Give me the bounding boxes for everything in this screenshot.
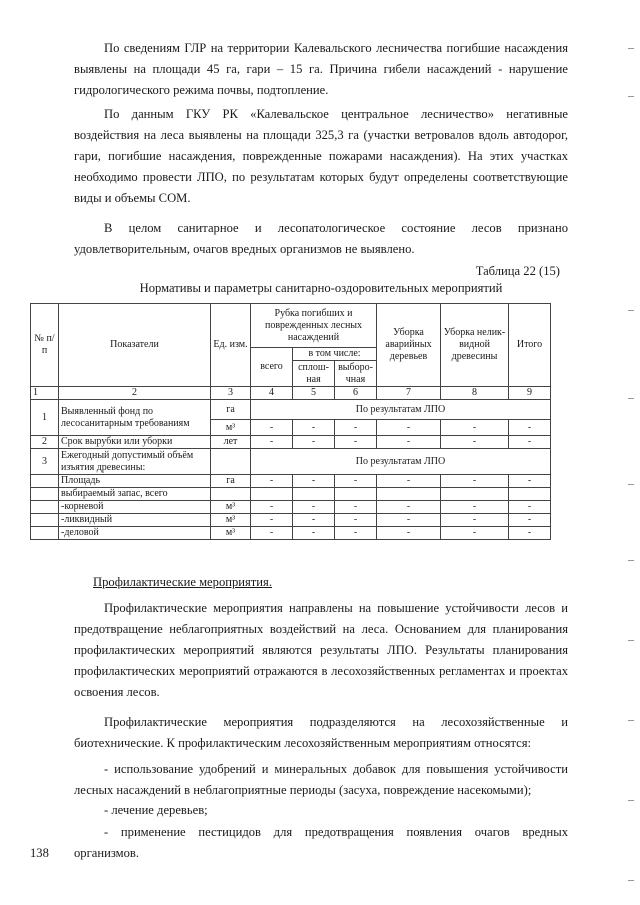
col-number: 8 (441, 387, 509, 400)
row-label: выбираемый запас, всего (59, 488, 211, 501)
header-cleanup-nonliquid: Уборка нелик-видной древесины (441, 304, 509, 387)
dash-cell: - (293, 475, 335, 488)
dash-cell: - (335, 475, 377, 488)
empty-cell (441, 488, 509, 501)
row-num (31, 501, 59, 514)
list-item: - применение пестицидов для предотвращения появления очагов вредных организмов. (74, 825, 568, 860)
dash-cell: - (293, 514, 335, 527)
scan-edge-mark (628, 560, 634, 561)
table-number: Таблица 22 (15) (475, 264, 560, 278)
col-number: 2 (59, 387, 211, 400)
header-cleanup-emergency: Уборка аварийных деревьев (377, 304, 441, 387)
row-unit: м³ (211, 514, 251, 527)
list-item: - лечение деревьев; (104, 803, 208, 817)
row-unit (211, 488, 251, 501)
col-number: 5 (293, 387, 335, 400)
lpo-result-cell: По результатам ЛПО (251, 400, 551, 420)
col-number: 6 (335, 387, 377, 400)
scan-edge-mark (628, 96, 634, 97)
col-number: 3 (211, 387, 251, 400)
dash-cell: - (441, 420, 509, 436)
scan-edge-mark (628, 720, 634, 721)
dash-cell: - (509, 514, 551, 527)
lpo-result-cell: По результатам ЛПО (251, 449, 551, 475)
row-unit (211, 449, 251, 475)
col-number: 7 (377, 387, 441, 400)
empty-cell (335, 488, 377, 501)
scan-edge-mark (628, 880, 634, 881)
dash-cell: - (441, 436, 509, 449)
row-label: -деловой (59, 527, 211, 540)
row-num: 2 (31, 436, 59, 449)
header-clear: сплош-ная (293, 361, 335, 387)
row-num (31, 475, 59, 488)
empty-cell (509, 488, 551, 501)
row-label: -ликвидный (59, 514, 211, 527)
row-label: Срок вырубки или уборки (59, 436, 211, 449)
section-title: Профилактические мероприятия. (93, 575, 272, 589)
row-num (31, 514, 59, 527)
row-label: -корневой (59, 501, 211, 514)
dash-cell: - (377, 514, 441, 527)
header-felling: Рубка погибших и поврежденных лесных насаждений (251, 304, 377, 348)
dash-cell: - (251, 436, 293, 449)
scan-edge-mark (628, 398, 634, 399)
scan-edge-mark (628, 484, 634, 485)
header-including: в том числе: (293, 348, 377, 361)
empty-cell (293, 488, 335, 501)
header-indicators: Показатели (59, 304, 211, 387)
paragraph-dead-stands: По сведениям ГЛР на территории Калевальского лесничества погибшие насаждения выявлены на площади 45 га, гари – 15 га. Причина гибели насаждений - нарушение гидрологического режима почвы, подтопление. (74, 41, 568, 97)
dash-cell: - (377, 475, 441, 488)
dash-cell: - (509, 527, 551, 540)
dash-cell: - (441, 475, 509, 488)
row-unit: м³ (211, 420, 251, 436)
paragraph-overall-state: В целом санитарное и лесопатологическое состояние лесов признано удовлетворительным, очагов вредных организмов не выявлено. (74, 221, 568, 256)
dash-cell: - (509, 501, 551, 514)
dash-cell: - (251, 514, 293, 527)
dash-cell: - (293, 501, 335, 514)
dash-cell: - (377, 501, 441, 514)
dash-cell: - (509, 475, 551, 488)
dash-cell: - (441, 527, 509, 540)
empty-cell (251, 488, 293, 501)
header-total-sum: Итого (509, 304, 551, 387)
row-num: 3 (31, 449, 59, 475)
dash-cell: - (335, 527, 377, 540)
row-label: Выявленный фонд по лесосанитарным требованиям (59, 400, 211, 436)
paragraph-prophylactic-types: Профилактические мероприятия подразделяются на лесохозяйственные и биотехнические. К профилактическим лесохозяйственным мероприятиям относятся: (74, 715, 568, 750)
dash-cell: - (251, 420, 293, 436)
dash-cell: - (509, 420, 551, 436)
col-number: 4 (251, 387, 293, 400)
col-number: 1 (31, 387, 59, 400)
header-unit: Ед. изм. (211, 304, 251, 387)
row-label: Ежегодный допустимый объём изъятия древесины: (59, 449, 211, 475)
row-unit: лет (211, 436, 251, 449)
dash-cell: - (293, 436, 335, 449)
dash-cell: - (335, 420, 377, 436)
dash-cell: - (377, 436, 441, 449)
dash-cell: - (377, 527, 441, 540)
dash-cell: - (251, 475, 293, 488)
row-unit: га (211, 400, 251, 420)
paragraph-negative-impacts: По данным ГКУ РК «Калевальское центральное лесничество» негативные воздействия на леса выявлены на площади 325,3 га (участки ветровалов вдоль автодорог, гари, погибшие насаждения, поврежденные пожарами насаждения). На этих участках необходимо провести ЛПО, по результатам которых будут определены соответствующие виды и объемы СОМ. (74, 107, 568, 205)
dash-cell: - (293, 527, 335, 540)
dash-cell: - (251, 501, 293, 514)
row-num: 1 (31, 400, 59, 436)
scan-edge-mark (628, 640, 634, 641)
dash-cell: - (441, 501, 509, 514)
dash-cell: - (335, 436, 377, 449)
row-unit: га (211, 475, 251, 488)
empty-cell (377, 488, 441, 501)
dash-cell: - (293, 420, 335, 436)
row-num (31, 488, 59, 501)
header-selective: выборо-чная (335, 361, 377, 387)
col-number: 9 (509, 387, 551, 400)
dash-cell: - (509, 436, 551, 449)
scan-edge-mark (628, 310, 634, 311)
row-label: Площадь (59, 475, 211, 488)
sanitary-measures-table (30, 303, 551, 540)
header-total: всего (251, 348, 293, 387)
table-caption: Нормативы и параметры санитарно-оздоровительных мероприятий (139, 281, 503, 295)
row-unit: м³ (211, 527, 251, 540)
dash-cell: - (441, 514, 509, 527)
list-item: - использование удобрений и минеральных добавок для повышения устойчивости лесных насаждений в неблагоприятные периоды (засуха, повреждение насекомыми); (74, 762, 568, 797)
row-unit: м³ (211, 501, 251, 514)
header-num: № п/п (31, 304, 59, 387)
paragraph-prophylactic-purpose: Профилактические мероприятия направлены на повышение устойчивости лесов и предотвращение неблагоприятных воздействий на леса. Основанием для планирования профилактических мероприятий являются результаты ЛПО. Результаты планирования профилактических мероприятий отражаются в лесохозяйственных регламентах и проектах освоения лесов. (74, 601, 568, 699)
dash-cell: - (335, 501, 377, 514)
scan-edge-mark (628, 48, 634, 49)
dash-cell: - (377, 420, 441, 436)
dash-cell: - (335, 514, 377, 527)
page-number: 138 (30, 846, 49, 860)
row-num (31, 527, 59, 540)
dash-cell: - (251, 527, 293, 540)
scan-edge-mark (628, 800, 634, 801)
